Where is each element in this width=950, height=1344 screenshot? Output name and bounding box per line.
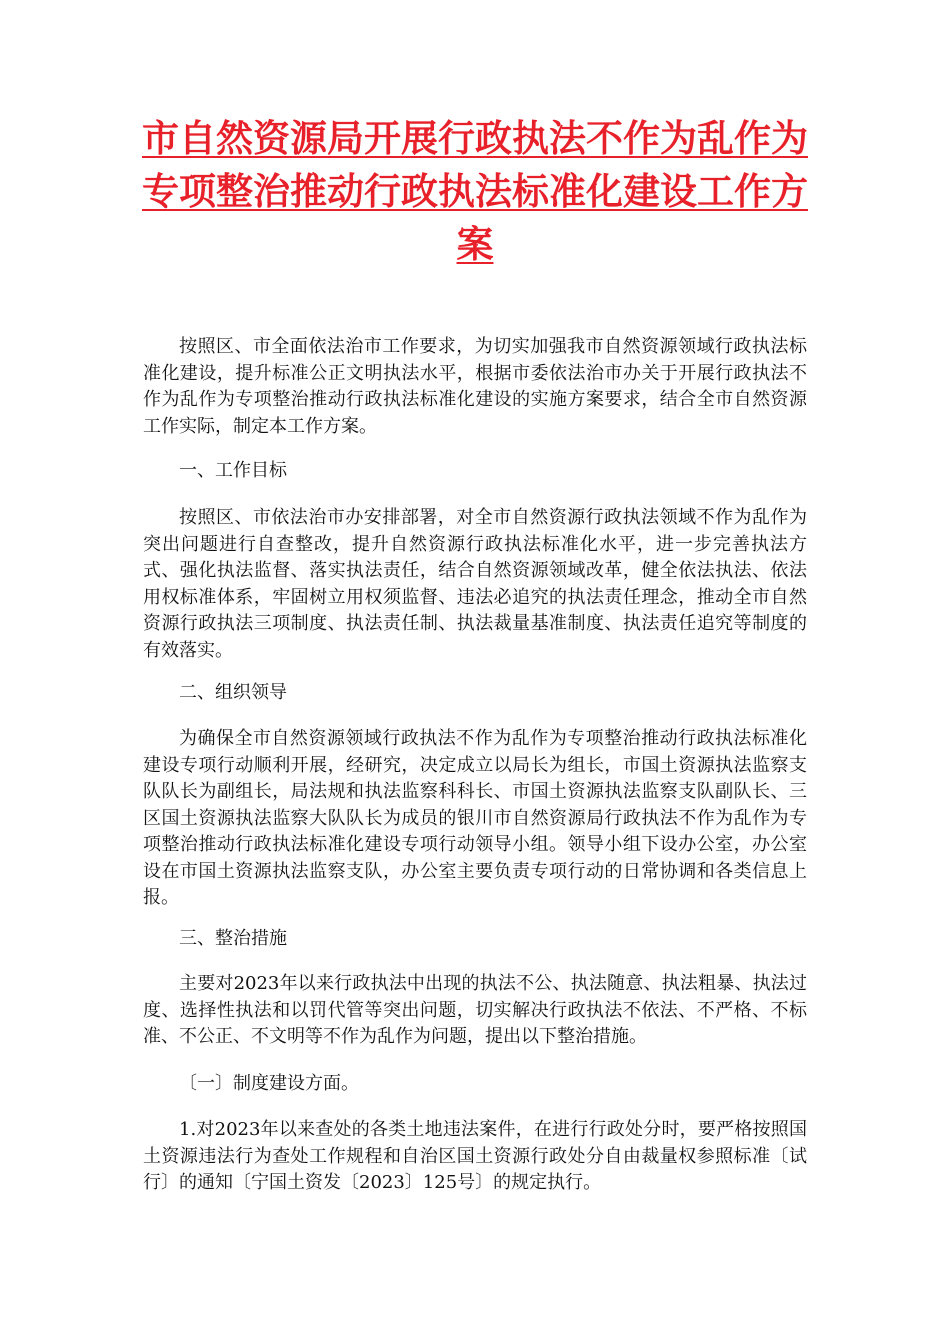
document-title: 市自然资源局开展行政执法不作为乱作为专项整治推动行政执法标准化建设工作方案 bbox=[142, 116, 808, 266]
section2-paragraph: 为确保全市自然资源领域行政执法不作为乱作为专项整治推动行政执法标准化建设专项行动顺利开展，经研究，决定成立以局长为组长，市国土资源执法监察支队队长为副组长，局法规和执法监察科科长、市国土资源执法监察支队副队长、三区国土资源执法监察大队队长为成员的银川市自然资源局行政执法不作为乱作为专项整治推动行政执法标准化建设专项行动领导小组。领导小组下设办公室，办公室设在市国土资源执法监察支队，办公室主要负责专项行动的日常协调和各类信息上报。 bbox=[143, 728, 807, 908]
section1-paragraph: 按照区、市依法治市办安排部署，对全市自然资源行政执法领域不作为乱作为突出问题进行自查整改，提升自然资源行政执法标准化水平，进一步完善执法方式、强化执法监督、落实执法责任，结合自然资源领域改革，健全依法执法、依法用权标准体系，牢固树立用权须监督、违法必追究的执法责任理念，推动全市自然资源行政执法三项制度、执法责任制、执法裁量基准制度、执法责任追究等制度的有效落实。 bbox=[143, 507, 807, 661]
subsection1-heading: 〔一〕制度建设方面。 bbox=[179, 1073, 359, 1094]
item1-paragraph: 1.对2023年以来查处的各类土地违法案件，在进行行政处分时，要严格按照国土资源违法行为查处工作规程和自治区国土资源行政处分自由裁量权参照标准〔试行〕的通知〔宁国土资发〔2023〕125号〕的规定执行。 bbox=[143, 1119, 807, 1193]
section2-heading: 二、组织领导 bbox=[179, 682, 287, 703]
intro-paragraph: 按照区、市全面依法治市工作要求，为切实加强我市自然资源领域行政执法标准化建设，提升标准公正文明执法水平，根据市委依法治市办关于开展行政执法不作为乱作为专项整治推动行政执法标准化建设的实施方案要求，结合全市自然资源工作实际，制定本工作方案。 bbox=[143, 336, 807, 437]
section3-paragraph: 主要对2023年以来行政执法中出现的执法不公、执法随意、执法粗暴、执法过度、选择性执法和以罚代管等突出问题，切实解决行政执法不依法、不严格、不标准、不公正、不文明等不作为乱作为问题，提出以下整治措施。 bbox=[143, 973, 807, 1047]
section3-heading: 三、整治措施 bbox=[179, 928, 287, 949]
section1-heading: 一、工作目标 bbox=[179, 460, 287, 481]
